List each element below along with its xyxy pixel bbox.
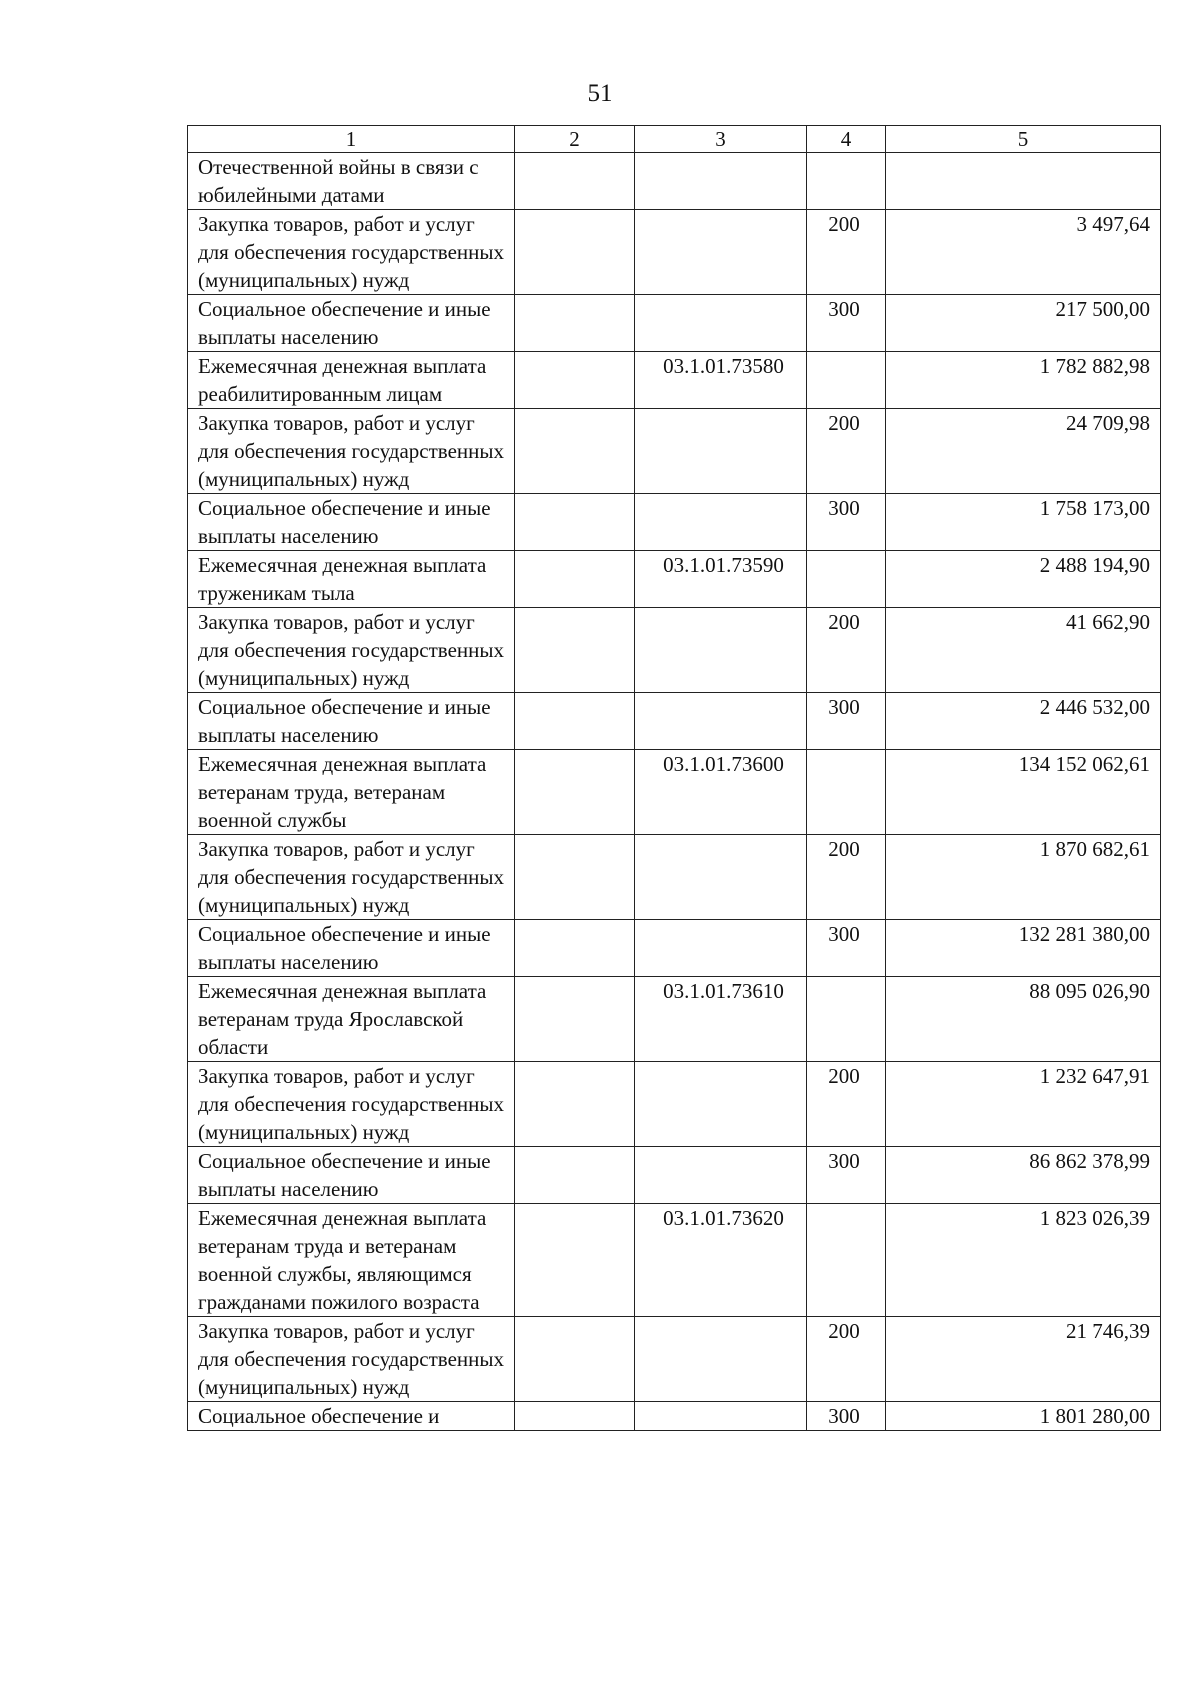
cell-code: 03.1.01.73580 (635, 352, 807, 409)
cell-code (635, 1147, 807, 1204)
cell-name: Закупка товаров, работ и услуг для обеспечения государственных (муниципальных) нужд (188, 210, 515, 295)
cell-expense-type (807, 551, 886, 608)
cell-expense-type (807, 1204, 886, 1317)
table-row (188, 409, 1161, 494)
cell-code (635, 153, 807, 210)
cell-amount: 1 758 173,00 (886, 494, 1161, 551)
cell-code (635, 295, 807, 352)
cell-amount: 217 500,00 (886, 295, 1161, 352)
cell-col2 (515, 551, 635, 608)
cell-col2 (515, 1402, 635, 1431)
cell-code (635, 920, 807, 977)
cell-amount: 2 446 532,00 (886, 693, 1161, 750)
table-row (188, 608, 1161, 693)
header-col-1: 1 (188, 126, 515, 153)
cell-amount: 1 782 882,98 (886, 352, 1161, 409)
cell-name: Закупка товаров, работ и услуг для обеспечения государственных (муниципальных) нужд (188, 1317, 515, 1402)
table-row (188, 551, 1161, 608)
table-row (188, 920, 1161, 977)
cell-name: Ежемесячная денежная выплата труженикам тыла (188, 551, 515, 608)
cell-expense-type: 200 (807, 835, 886, 920)
cell-col2 (515, 295, 635, 352)
cell-amount: 21 746,39 (886, 1317, 1161, 1402)
cell-col2 (515, 835, 635, 920)
table-row (188, 1317, 1161, 1402)
cell-amount (886, 153, 1161, 210)
cell-expense-type (807, 153, 886, 210)
cell-code (635, 494, 807, 551)
cell-expense-type: 200 (807, 210, 886, 295)
table-row (188, 1062, 1161, 1147)
cell-amount: 1 870 682,61 (886, 835, 1161, 920)
cell-code (635, 1062, 807, 1147)
header-row (188, 126, 1161, 153)
header-col-3: 3 (635, 126, 807, 153)
cell-expense-type (807, 750, 886, 835)
cell-col2 (515, 750, 635, 835)
cell-code: 03.1.01.73590 (635, 551, 807, 608)
cell-amount: 1 823 026,39 (886, 1204, 1161, 1317)
cell-amount: 2 488 194,90 (886, 551, 1161, 608)
cell-amount: 1 232 647,91 (886, 1062, 1161, 1147)
cell-amount: 24 709,98 (886, 409, 1161, 494)
cell-amount: 88 095 026,90 (886, 977, 1161, 1062)
table-row (188, 210, 1161, 295)
cell-amount: 1 801 280,00 (886, 1402, 1161, 1431)
cell-expense-type (807, 977, 886, 1062)
cell-name: Социальное обеспечение и иные выплаты населению (188, 295, 515, 352)
cell-code (635, 693, 807, 750)
cell-expense-type: 300 (807, 494, 886, 551)
cell-col2 (515, 1317, 635, 1402)
cell-name: Социальное обеспечение и иные выплаты населению (188, 920, 515, 977)
table-row (188, 1147, 1161, 1204)
table-row (188, 1204, 1161, 1317)
cell-code (635, 835, 807, 920)
table-body (188, 153, 1161, 1431)
table-row (188, 153, 1161, 210)
cell-name: Ежемесячная денежная выплата ветеранам труда и ветеранам военной службы, являющимся гражданами пожилого возраста (188, 1204, 515, 1317)
cell-amount: 134 152 062,61 (886, 750, 1161, 835)
cell-expense-type (807, 352, 886, 409)
cell-name: Закупка товаров, работ и услуг для обеспечения государственных (муниципальных) нужд (188, 409, 515, 494)
header-col-4: 4 (807, 126, 886, 153)
cell-name: Социальное обеспечение и иные выплаты населению (188, 1147, 515, 1204)
cell-code: 03.1.01.73610 (635, 977, 807, 1062)
cell-expense-type: 200 (807, 409, 886, 494)
cell-expense-type: 300 (807, 1147, 886, 1204)
cell-expense-type: 300 (807, 693, 886, 750)
cell-expense-type: 200 (807, 1317, 886, 1402)
cell-col2 (515, 494, 635, 551)
cell-col2 (515, 608, 635, 693)
table-row (188, 295, 1161, 352)
budget-table (187, 125, 1161, 1431)
cell-name: Закупка товаров, работ и услуг для обеспечения государственных (муниципальных) нужд (188, 1062, 515, 1147)
cell-amount: 3 497,64 (886, 210, 1161, 295)
table-row (188, 1402, 1161, 1431)
table-row (188, 977, 1161, 1062)
cell-name: Закупка товаров, работ и услуг для обеспечения государственных (муниципальных) нужд (188, 608, 515, 693)
cell-name: Социальное обеспечение и иные выплаты населению (188, 693, 515, 750)
cell-amount: 41 662,90 (886, 608, 1161, 693)
cell-code (635, 1402, 807, 1431)
cell-expense-type: 300 (807, 920, 886, 977)
cell-col2 (515, 352, 635, 409)
table-row (188, 494, 1161, 551)
cell-code: 03.1.01.73620 (635, 1204, 807, 1317)
table-row (188, 693, 1161, 750)
cell-code: 03.1.01.73600 (635, 750, 807, 835)
page-number: 51 (587, 80, 613, 107)
cell-col2 (515, 409, 635, 494)
cell-amount: 86 862 378,99 (886, 1147, 1161, 1204)
cell-col2 (515, 1062, 635, 1147)
cell-expense-type: 300 (807, 1402, 886, 1431)
cell-col2 (515, 693, 635, 750)
table-row (188, 352, 1161, 409)
cell-expense-type: 300 (807, 295, 886, 352)
cell-name: Закупка товаров, работ и услуг для обеспечения государственных (муниципальных) нужд (188, 835, 515, 920)
cell-expense-type: 200 (807, 1062, 886, 1147)
cell-col2 (515, 153, 635, 210)
cell-name: Социальное обеспечение и (188, 1402, 515, 1431)
cell-code (635, 409, 807, 494)
table-header (188, 126, 1161, 153)
cell-name: Ежемесячная денежная выплата реабилитированным лицам (188, 352, 515, 409)
cell-name: Социальное обеспечение и иные выплаты населению (188, 494, 515, 551)
cell-col2 (515, 977, 635, 1062)
cell-col2 (515, 1204, 635, 1317)
header-col-2: 2 (515, 126, 635, 153)
cell-name: Ежемесячная денежная выплата ветеранам труда, ветеранам военной службы (188, 750, 515, 835)
cell-col2 (515, 210, 635, 295)
cell-name: Ежемесячная денежная выплата ветеранам труда Ярославской области (188, 977, 515, 1062)
cell-col2 (515, 1147, 635, 1204)
cell-code (635, 210, 807, 295)
table-row (188, 750, 1161, 835)
cell-code (635, 608, 807, 693)
cell-code (635, 1317, 807, 1402)
cell-col2 (515, 920, 635, 977)
cell-amount: 132 281 380,00 (886, 920, 1161, 977)
cell-expense-type: 200 (807, 608, 886, 693)
header-col-5: 5 (886, 126, 1161, 153)
cell-name: Отечественной войны в связи с юбилейными датами (188, 153, 515, 210)
table-row (188, 835, 1161, 920)
